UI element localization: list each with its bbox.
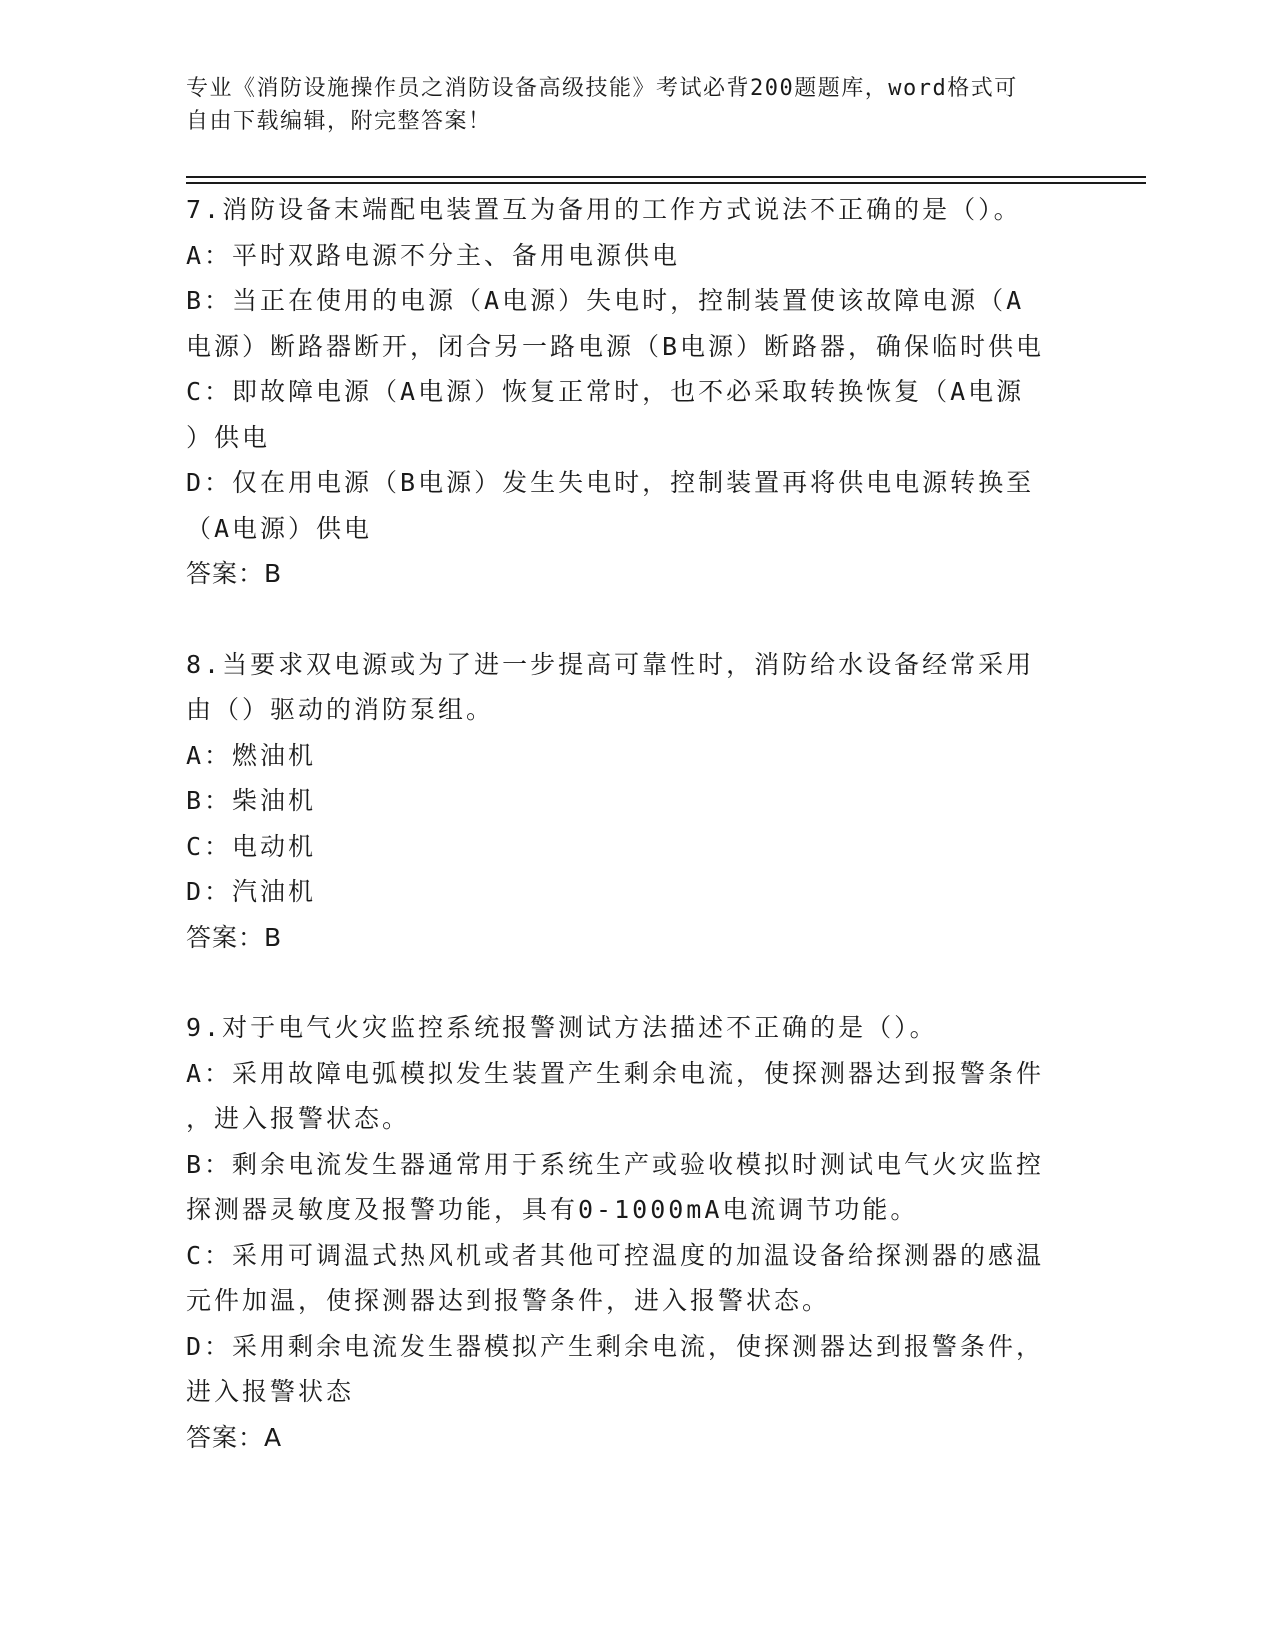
answer: 答案：A [186,1422,283,1452]
option-b-continued: 探测器灵敏度及报警功能，具有0-1000mA电流调节功能。 [186,1195,919,1224]
question-stem: 9.对于电气火灾监控系统报警测试方法描述不正确的是（）。 [186,1013,938,1042]
option-c-continued: ）供电 [186,422,271,452]
option-a: A：平时双路电源不分主、备用电源供电 [186,240,681,270]
question-stem: 8.当要求双电源或为了进一步提高可靠性时，消防给水设备经常采用 [186,649,1035,679]
option-d: D：采用剩余电流发生器模拟产生剩余电流，使探测器达到报警条件， [186,1331,1045,1361]
answer: 答案：B [186,559,283,588]
question-stem-continued: 由（）驱动的消防泵组。 [186,695,495,724]
option-b: B：当正在使用的电源（A电源）失电时，控制装置使该故障电源（A [186,286,1025,315]
option-b-continued: 电源）断路器断开，闭合另一路电源（B电源）断路器，确保临时供电 [186,331,1045,361]
question-item [186,1005,1086,1460]
header-line: 自由下载编辑，附完整答案！ [186,109,492,134]
header-divider [186,176,1146,178]
document-header [186,72,1066,138]
option-b: B：剩余电流发生器通常用于系统生产或验收模拟时测试电气火灾监控 [186,1149,1045,1179]
option-d: D：仅在用电源（B电源）发生失电时，控制装置再将供电电源转换至 [186,468,1035,497]
option-d-continued: 进入报警状态 [186,1377,355,1406]
option-d: D：汽油机 [186,877,317,906]
option-d-continued: （A电源）供电 [186,513,373,543]
question-item [186,187,1086,597]
question-list [186,187,1086,1460]
question-stem: 7.消防设备末端配电装置互为备用的工作方式说法不正确的是（）。 [186,195,1022,224]
option-c: C：即故障电源（A电源）恢复正常时，也不必采取转换恢复（A电源 [186,377,1025,406]
answer: 答案：B [186,922,283,952]
option-a: A：采用故障电弧模拟发生装置产生剩余电流，使探测器达到报警条件 [186,1058,1045,1088]
option-a: A：燃油机 [186,740,317,770]
header-line: 专业《消防设施操作员之消防设备高级技能》考试必背200题题库，word格式可 [186,76,1018,101]
option-a-continued: ，进入报警状态。 [186,1104,411,1133]
header-divider [186,182,1146,184]
option-b: B：柴油机 [186,786,317,815]
option-c-continued: 元件加温，使探测器达到报警条件，进入报警状态。 [186,1286,831,1315]
option-c: C：电动机 [186,831,317,861]
question-item [186,642,1086,961]
option-c: C：采用可调温式热风机或者其他可控温度的加温设备给探测器的感温 [186,1240,1045,1270]
